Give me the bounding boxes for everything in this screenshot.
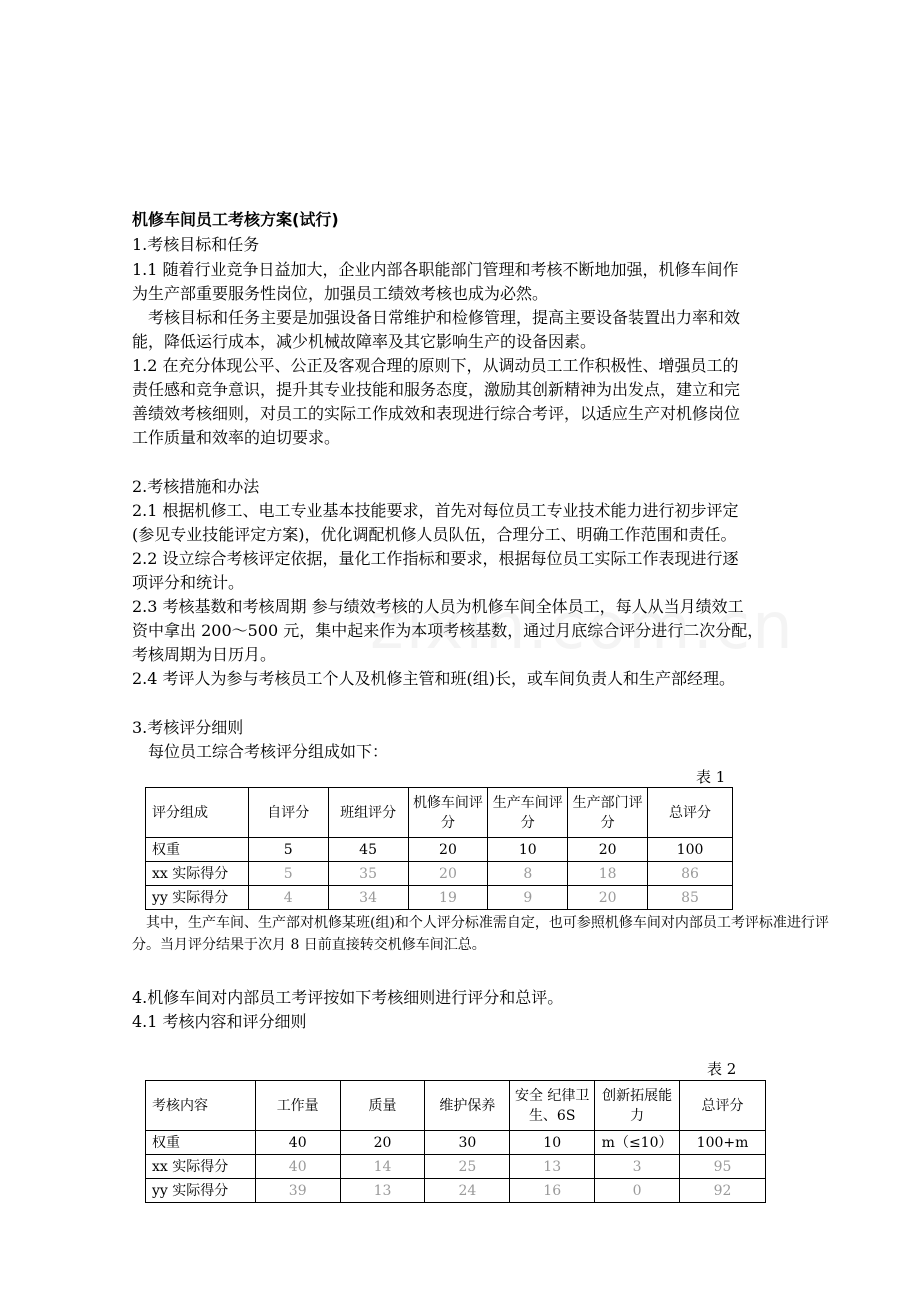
row-label: yy 实际得分 [146,1179,256,1203]
paragraph-line: 责任感和竞争意识，提升其专业技能和服务态度，激励其创新精神为出发点，建立和完 [132,380,741,399]
table-note: 其中，生产车间、生产部对机修某班(组)和个人评分标准需自定，也可参照机修车间对内部员工考评标准进行评分。当月评分结果于次月 8 日前直接转交机修车间汇总。 [132,915,829,953]
table-cell: 13 [510,1155,595,1179]
paragraph-line: 善绩效考核细则，对员工的实际工作成效和表现进行综合考评，以适应生产对机修岗位 [132,404,741,423]
table-cell: 18 [568,862,648,886]
table-cell: 35 [328,862,408,886]
table-row [146,838,733,862]
table-header-cell: 安全 纪律卫生、6S [510,1081,595,1131]
table-cell: 100+m [680,1131,766,1155]
table-header-cell: 工作量 [255,1081,340,1131]
paragraph-line: 2.2 设立综合考核评定依据，量化工作指标和要求，根据每位员工实际工作表现进行逐 [132,549,739,568]
table-header-cell: 评分组成 [146,788,249,838]
table1-caption: 表 1 [696,768,726,786]
table-cell: 9 [488,886,568,910]
table-cell: 14 [340,1155,425,1179]
table-cell: 25 [425,1155,510,1179]
row-label: xx 实际得分 [146,1155,256,1179]
table-cell: 40 [255,1131,340,1155]
table-cell: 3 [595,1155,680,1179]
paragraph-line: 1.1 随着行业竞争日益加大，企业内部各职能部门管理和考核不断地加强，机修车间作 [132,260,739,279]
row-label: yy 实际得分 [146,886,249,910]
table-header-cell: 总评分 [680,1081,766,1131]
table-header-cell: 生产车间评分 [488,788,568,838]
paragraph-line: 1.2 在充分体现公平、公正及客观合理的原则下，从调动员工工作积极性、增强员工的 [132,356,739,375]
table-header-cell: 总评分 [648,788,733,838]
assessment-detail-table [145,1080,766,1203]
table-cell: 4 [248,886,328,910]
table-cell: 24 [425,1179,510,1203]
table-header-cell: 考核内容 [146,1081,256,1131]
table-row [146,886,733,910]
table-header-cell: 班组评分 [328,788,408,838]
paragraph-line: 工作质量和效率的迫切要求。 [132,428,341,447]
table-cell: 34 [328,886,408,910]
paragraph-line: 4.1 考核内容和评分细则 [132,1012,307,1031]
row-label: 权重 [146,1131,256,1155]
section-heading: 4.机修车间对内部员工考评按如下考核细则进行评分和总评。 [132,988,564,1007]
table-header-cell: 自评分 [248,788,328,838]
table-cell: 5 [248,838,328,862]
table-row [146,1155,766,1179]
table-row [146,1131,766,1155]
score-composition-table [145,787,733,910]
paragraph-line: 2.1 根据机修工、电工专业基本技能要求，首先对每位员工专业技术能力进行初步评定 [132,501,739,520]
table-cell: 100 [648,838,733,862]
paragraph-line: 每位员工综合考核评分组成如下： [132,742,389,761]
paragraph-line: 为生产部重要服务性岗位，加强员工绩效考核也成为必然。 [132,284,549,303]
table-header-cell: 机修车间评分 [408,788,488,838]
paragraph-line: 考核目标和任务主要是加强设备日常维护和检修管理，提高主要设备装置出力率和效 [132,308,741,327]
paragraph-line: (参见专业技能评定方案)，优化调配机修人员队伍，合理分工、明确工作范围和责任。 [132,525,737,544]
table-cell: 95 [680,1155,766,1179]
table-cell: 40 [255,1155,340,1179]
paragraph-line: 资中拿出 200～500 元，集中起来作为本项考核基数，通过月底综合评分进行二次分配， [132,621,764,640]
section-heading: 2.考核措施和办法 [132,477,260,496]
table-cell: 45 [328,838,408,862]
paragraph-line: 考核周期为日历月。 [132,645,277,664]
table-cell: 0 [595,1179,680,1203]
document-title: 机修车间员工考核方案(试行) [132,210,339,229]
table-cell: 86 [648,862,733,886]
paragraph-line: 2.3 考核基数和考核周期 参与绩效考核的人员为机修车间全体员工，每人从当月绩效工 [132,597,744,616]
table-cell: 20 [568,838,648,862]
table-cell: 30 [425,1131,510,1155]
paragraph-line: 能，降低运行成本，减少机械故障率及其它影响生产的设备因素。 [132,332,597,351]
section-heading: 3.考核评分细则 [132,718,244,737]
table-cell: 5 [248,862,328,886]
table-cell: 20 [568,886,648,910]
table-header-cell: 维护保养 [425,1081,510,1131]
table-cell: 39 [255,1179,340,1203]
table-row [146,862,733,886]
table2-caption: 表 2 [707,1060,737,1078]
paragraph-line: 2.4 考评人为参与考核员工个人及机修主管和班(组)长，或车间负责人和生产部经理。 [132,669,736,688]
row-label: xx 实际得分 [146,862,249,886]
table-cell: 85 [648,886,733,910]
table-header-cell: 创新拓展能力 [595,1081,680,1131]
table-cell: 16 [510,1179,595,1203]
table-header-cell: 质量 [340,1081,425,1131]
table-cell: 10 [488,838,568,862]
section-heading: 1.考核目标和任务 [132,235,260,254]
row-label: 权重 [146,838,249,862]
table-cell: 20 [408,862,488,886]
table-cell: m（≤10） [595,1131,680,1155]
table-cell: 13 [340,1179,425,1203]
paragraph-line: 项评分和统计。 [132,573,245,592]
table-cell: 20 [340,1131,425,1155]
table-cell: 8 [488,862,568,886]
table-cell: 10 [510,1131,595,1155]
table-row [146,1179,766,1203]
table-cell: 92 [680,1179,766,1203]
table-header-cell: 生产部门评分 [568,788,648,838]
table-cell: 19 [408,886,488,910]
table-cell: 20 [408,838,488,862]
